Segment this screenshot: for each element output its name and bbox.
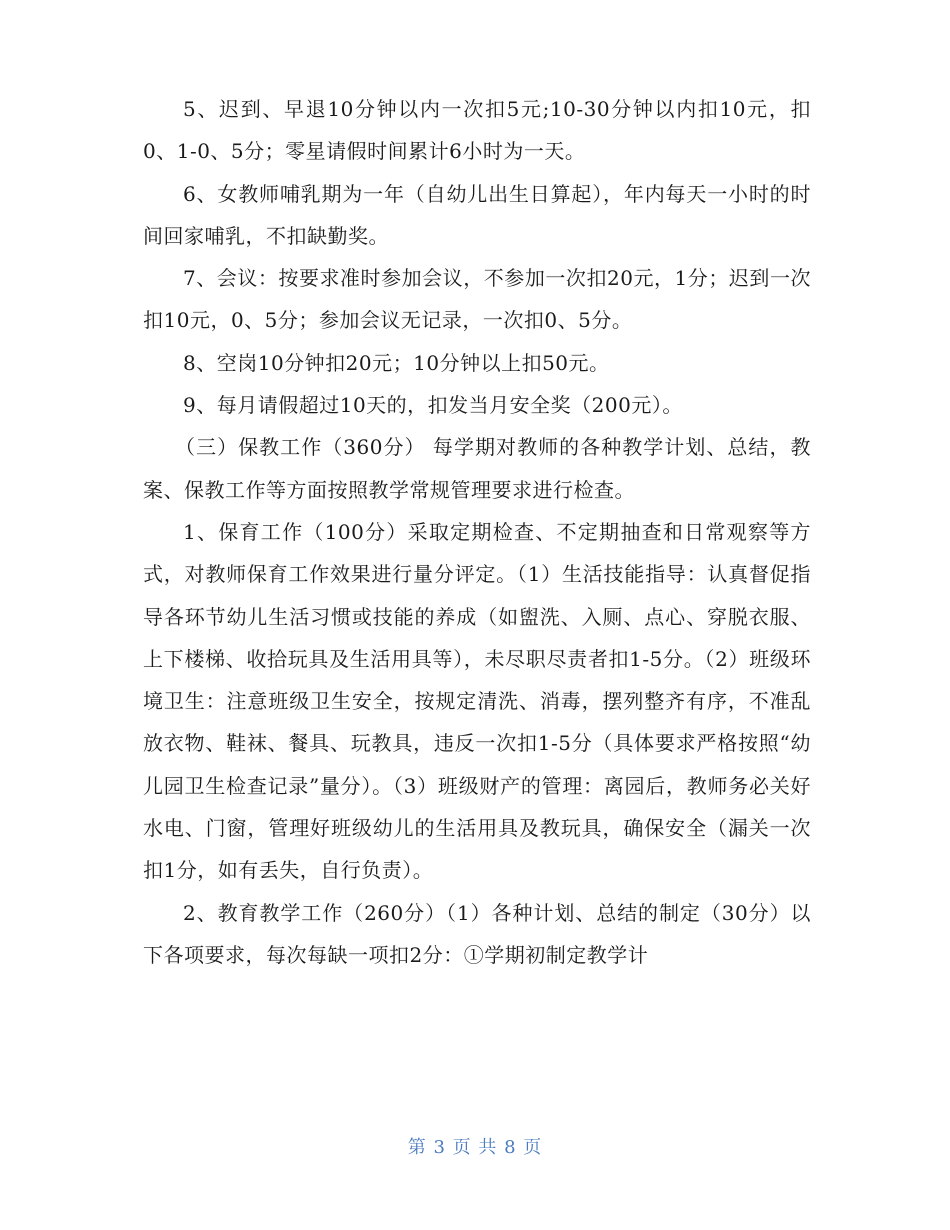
section-heading-paragraph: （三）保教工作（360分） 每学期对教师的各种教学计划、总结，教案、保教工作等方面按照教学常规管理要求进行检查。 — [143, 435, 811, 502]
paragraph-care-work: 1、保育工作（100分）采取定期检查、不定期抽查和日常观察等方式，对教师保育工作效果进行量分评定。（1）生活技能指导：认真督促指导各环节幼儿生活习惯或技能的养成（如盥洗、入厕、点心、穿脱衣服、上下楼梯、收拾玩具及生活用具等），未尽职尽责者扣1-5分。（2）班级环境卫生：注意班级卫生安全，按规定清洗、消毒，摆列整齐有序，不准乱放衣物、鞋袜、餐具、玩教具，违反一次扣1-5分（具体要求严格按照“幼儿园卫生检查记录”量分）。（3）班级财产的管理：离园后，教师务必关好水电、门窗，管理好班级幼儿的生活用具及教玩具，确保安全（漏关一次扣1分，如有丢失，自行负责）。 — [143, 519, 811, 883]
paragraph-item-9: 9、每月请假超过10天的，扣发当月安全奖（200元）。 — [183, 393, 683, 418]
paragraph-item-5: 5、迟到、早退10分钟以内一次扣5元;10-30分钟以内扣10元，扣0、1-0、5分；零星请假时间累计6小时为一天。 — [143, 97, 811, 164]
paragraph-teaching-work: 2、教育教学工作（260分）（1）各种计划、总结的制定（30分）以下各项要求，每次每缺一项扣2分：①学期初制定教学计 — [143, 900, 811, 967]
paragraph-item-8: 8、空岗10分钟扣20元；10分钟以上扣50元。 — [183, 350, 610, 375]
paragraph-item-6: 6、女教师哺乳期为一年（自幼儿出生日算起），年内每天一小时的时间回家哺乳，不扣缺勤奖。 — [143, 181, 811, 248]
document-body — [143, 88, 811, 976]
page-number-footer: 第 3 页 共 8 页 — [407, 1137, 543, 1158]
paragraph-item-7: 7、会议：按要求准时参加会议，不参加一次扣20元，1分；迟到一次扣10元，0、5分；参加会议无记录，一次扣0、5分。 — [143, 266, 811, 333]
